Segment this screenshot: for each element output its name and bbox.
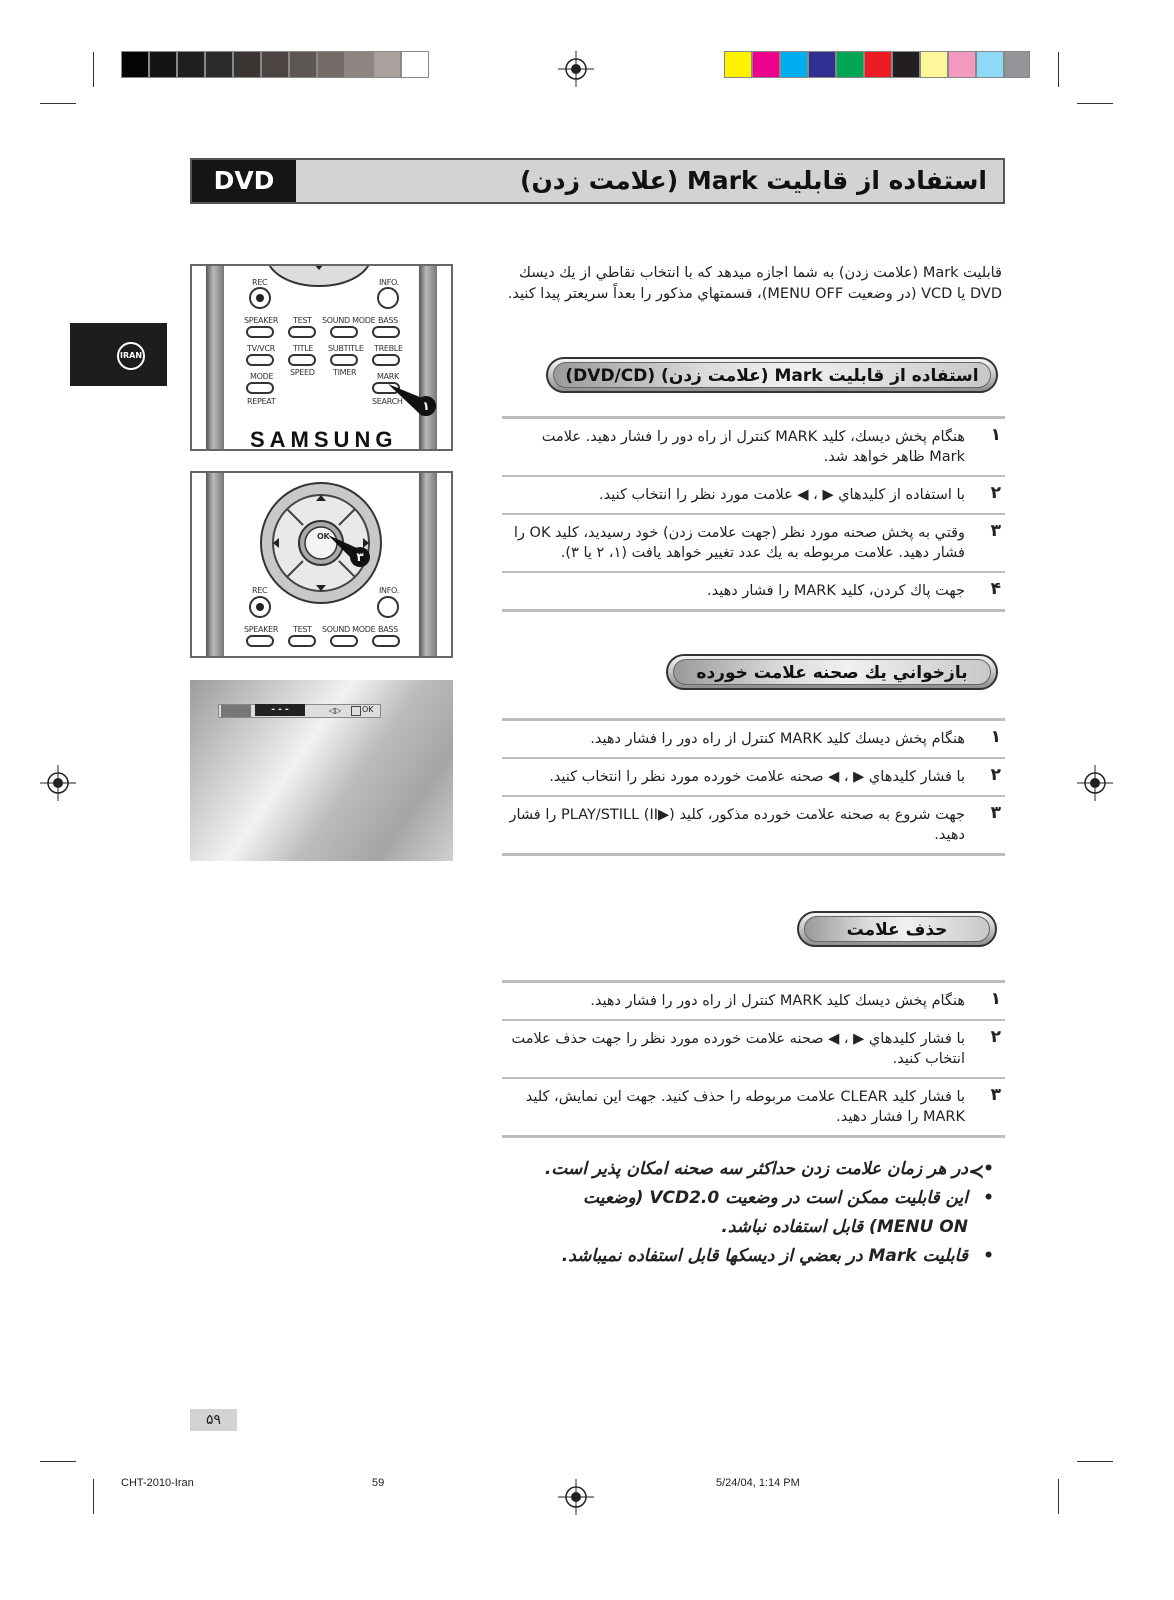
step-text: جهت پاك كردن، كليد MARK را فشار دهيد. [707, 583, 965, 599]
mark-label: MARK [377, 372, 399, 381]
step-text: با فشار كليد CLEAR علامت مربوطه را حذف كنيد. جهت اين نمايش، كليد MARK را فشار دهيد. [525, 1089, 965, 1125]
step-number: ۳ [990, 521, 1001, 541]
note-text: اين قابليت ممكن است در وضعيت VCD2.0 (وضعيت MENU ON) قابل استفاده نباشد. [583, 1188, 968, 1237]
steps-delete [502, 980, 1005, 1138]
sound-mode-button[interactable] [330, 326, 358, 338]
step-number: ۱ [990, 727, 1001, 747]
step-text: هنگام پخش ديسك كليد MARK كنترل از راه دور را فشار دهيد. [590, 993, 965, 1009]
osd-mark-bar [218, 704, 381, 718]
speaker-label: SPEAKER [244, 316, 279, 325]
subtitle-label: SUBTITLE [328, 344, 364, 353]
speaker-button[interactable] [246, 326, 274, 338]
step-callout: ۳ [350, 547, 370, 567]
footer-date: 5/24/04, 1:14 PM [716, 1477, 800, 1489]
info-button[interactable] [377, 287, 399, 309]
sound-mode-button[interactable] [330, 635, 358, 647]
registration-mark-icon [1077, 765, 1113, 801]
treble-button[interactable] [372, 354, 400, 366]
step-number: ۲ [990, 1027, 1001, 1047]
footer-page: 59 [372, 1477, 385, 1489]
registration-mark-icon [40, 765, 76, 801]
rec-label: REC [252, 586, 268, 595]
title-bar [190, 158, 1005, 204]
test-button[interactable] [288, 635, 316, 647]
rec-button[interactable] [249, 287, 271, 309]
left-right-icon: ◁▷ [329, 706, 342, 715]
speed-label: SPEED [290, 368, 315, 377]
info-label: INFO. [379, 586, 399, 595]
title-label: TITLE [293, 344, 314, 353]
step-number: ۲ [990, 483, 1001, 503]
osd-ok-label: OK [362, 705, 374, 714]
footer-file: CHT-2010-Iran [121, 1477, 194, 1489]
crop-mark [93, 1479, 94, 1514]
step-number: ۲ [990, 765, 1001, 785]
info-button[interactable] [377, 596, 399, 618]
sound-mode-label: SOUND MODE [322, 316, 376, 325]
step-text: وقتي به پخش صحنه مورد نظر (جهت علامت زدن) خود رسيديد، كليد OK را فشار دهيد. علامت مربوطه به يك عدد تغيير خواهد يافت (۱، ۲ يا ۳). [513, 525, 965, 561]
repeat-label: REPEAT [247, 397, 276, 406]
brand-logo: SAMSUNG [250, 427, 398, 451]
dpad-partial-icon [264, 264, 374, 296]
speaker-button[interactable] [246, 635, 274, 647]
step-text: با فشار كليدهاي ▶ ، ◀ صحنه علامت خورده مورد نظر را جهت حذف علامت انتخاب كنيد. [511, 1031, 965, 1067]
bass-label: BASS [378, 316, 398, 325]
page-number: ۵۹ [190, 1409, 237, 1431]
mode-button[interactable] [246, 382, 274, 394]
dvd-tab: DVD [192, 160, 296, 202]
step-number: ۳ [990, 803, 1001, 823]
speaker-label: SPEAKER [244, 625, 279, 634]
step-number: ۴ [990, 579, 1001, 599]
section-heading-recall [666, 654, 998, 690]
test-label: TEST [293, 316, 312, 325]
test-label: TEST [293, 625, 312, 634]
section-heading-delete [797, 911, 997, 947]
list-item [502, 573, 1005, 612]
section-heading-mark [546, 357, 998, 393]
registration-mark-icon [558, 51, 594, 87]
tvvcr-label: TV/VCR [247, 344, 275, 353]
step-number: ۱ [990, 425, 1001, 445]
tvvcr-button[interactable] [246, 354, 274, 366]
note-text: در هر زمان علامت زدن حداكثر سه صحنه امكان پذير است. [544, 1159, 968, 1179]
mode-label: MODE [250, 372, 274, 381]
crop-mark [93, 52, 94, 87]
step-number: ۱ [990, 989, 1001, 1009]
section-heading-text: استفاده از قابليت Mark (علامت زدن) (DVD/CD) [553, 362, 991, 388]
bass-button[interactable] [372, 635, 400, 647]
note-text: قابليت Mark در بعضي از ديسكها قابل استفاده نميباشد. [561, 1246, 968, 1266]
title-button[interactable] [288, 354, 316, 366]
bass-label: BASS [378, 625, 398, 634]
rec-label: REC [252, 278, 268, 287]
list-item [502, 515, 1005, 573]
steps-mark [502, 416, 1005, 612]
ok-icon [351, 706, 361, 716]
note-arrow-icon: ≺ [968, 1159, 985, 1183]
note-item: • در هر زمان علامت زدن حداكثر سه صحنه امكان پذير است. [544, 1159, 994, 1179]
crop-mark [40, 1461, 76, 1462]
mark-flag-icon [221, 705, 251, 717]
list-item [502, 1021, 1005, 1079]
crop-mark [1077, 1461, 1113, 1462]
list-item [502, 983, 1005, 1021]
side-tab [70, 323, 167, 386]
search-label: SEARCH [372, 397, 403, 406]
crop-mark [1058, 52, 1059, 87]
list-item [502, 721, 1005, 759]
page-title: استفاده از قابليت Mark (علامت زدن) [520, 166, 987, 195]
crop-mark [1077, 103, 1113, 104]
timer-label: TIMER [333, 368, 357, 377]
step-text: با استفاده از كليدهاي ▶ ، ◀ علامت مورد نظر را انتخاب كنيد. [599, 487, 965, 503]
step-text: هنگام پخش ديسك كليد MARK كنترل از راه دور را فشار دهيد. [590, 731, 965, 747]
list-item [502, 477, 1005, 515]
info-label: INFO. [379, 278, 399, 287]
list-item [502, 419, 1005, 477]
steps-recall [502, 718, 1005, 856]
crop-mark [1058, 1479, 1059, 1514]
section-heading-text: حذف علامت [804, 916, 990, 942]
step-text: با فشار كليدهاي ▶ ، ◀ صحنه علامت خورده مورد نظر را انتخاب كنيد. [549, 769, 965, 785]
note-item: • قابليت Mark در بعضي از ديسكها قابل استفاده نميباشد. [561, 1246, 994, 1266]
bass-button[interactable] [372, 326, 400, 338]
step-callout: ۱ [416, 396, 436, 416]
ok-label: OK [317, 532, 330, 541]
list-item [502, 1079, 1005, 1138]
list-item [502, 759, 1005, 797]
step-number: ۳ [990, 1085, 1001, 1105]
remote-illustration-ok [190, 471, 453, 658]
sound-mode-label: SOUND MODE [322, 625, 376, 634]
treble-label: TREBLE [374, 344, 403, 353]
registration-mark-icon [558, 1479, 594, 1515]
subtitle-button[interactable] [330, 354, 358, 366]
rec-button[interactable] [249, 596, 271, 618]
section-heading-text: بازخواني يك صحنه علامت خورده [673, 659, 991, 685]
step-text: جهت شروع به صحنه علامت خورده مذكور، كليد (▶II) PLAY/STILL را فشار دهيد. [509, 807, 965, 843]
test-button[interactable] [288, 326, 316, 338]
list-item [502, 797, 1005, 856]
remote-illustration-mark [190, 264, 453, 451]
mark-slots: - - - [255, 704, 305, 716]
crop-mark [40, 103, 76, 104]
iran-badge: IRAN [117, 342, 145, 370]
intro-paragraph: قابليت Mark (علامت زدن) به شما اجازه ميدهد كه با انتخاب نقاطي از يك ديسك DVD يا VCD (در وضعيت MENU OFF)، قسمتهاي مذكور را بعداً سريعتر پيدا كنيد. [507, 265, 1002, 302]
screen-illustration [190, 680, 453, 861]
notes [540, 1155, 1002, 1271]
note-item: • اين قابليت ممكن است در وضعيت VCD2.0 (وضعيت MENU ON) قابل استفاده نباشد. [583, 1188, 994, 1237]
step-text: هنگام پخش ديسك، كليد MARK كنترل از راه دور را فشار دهيد. علامت Mark ظاهر خواهد شد. [541, 429, 965, 465]
